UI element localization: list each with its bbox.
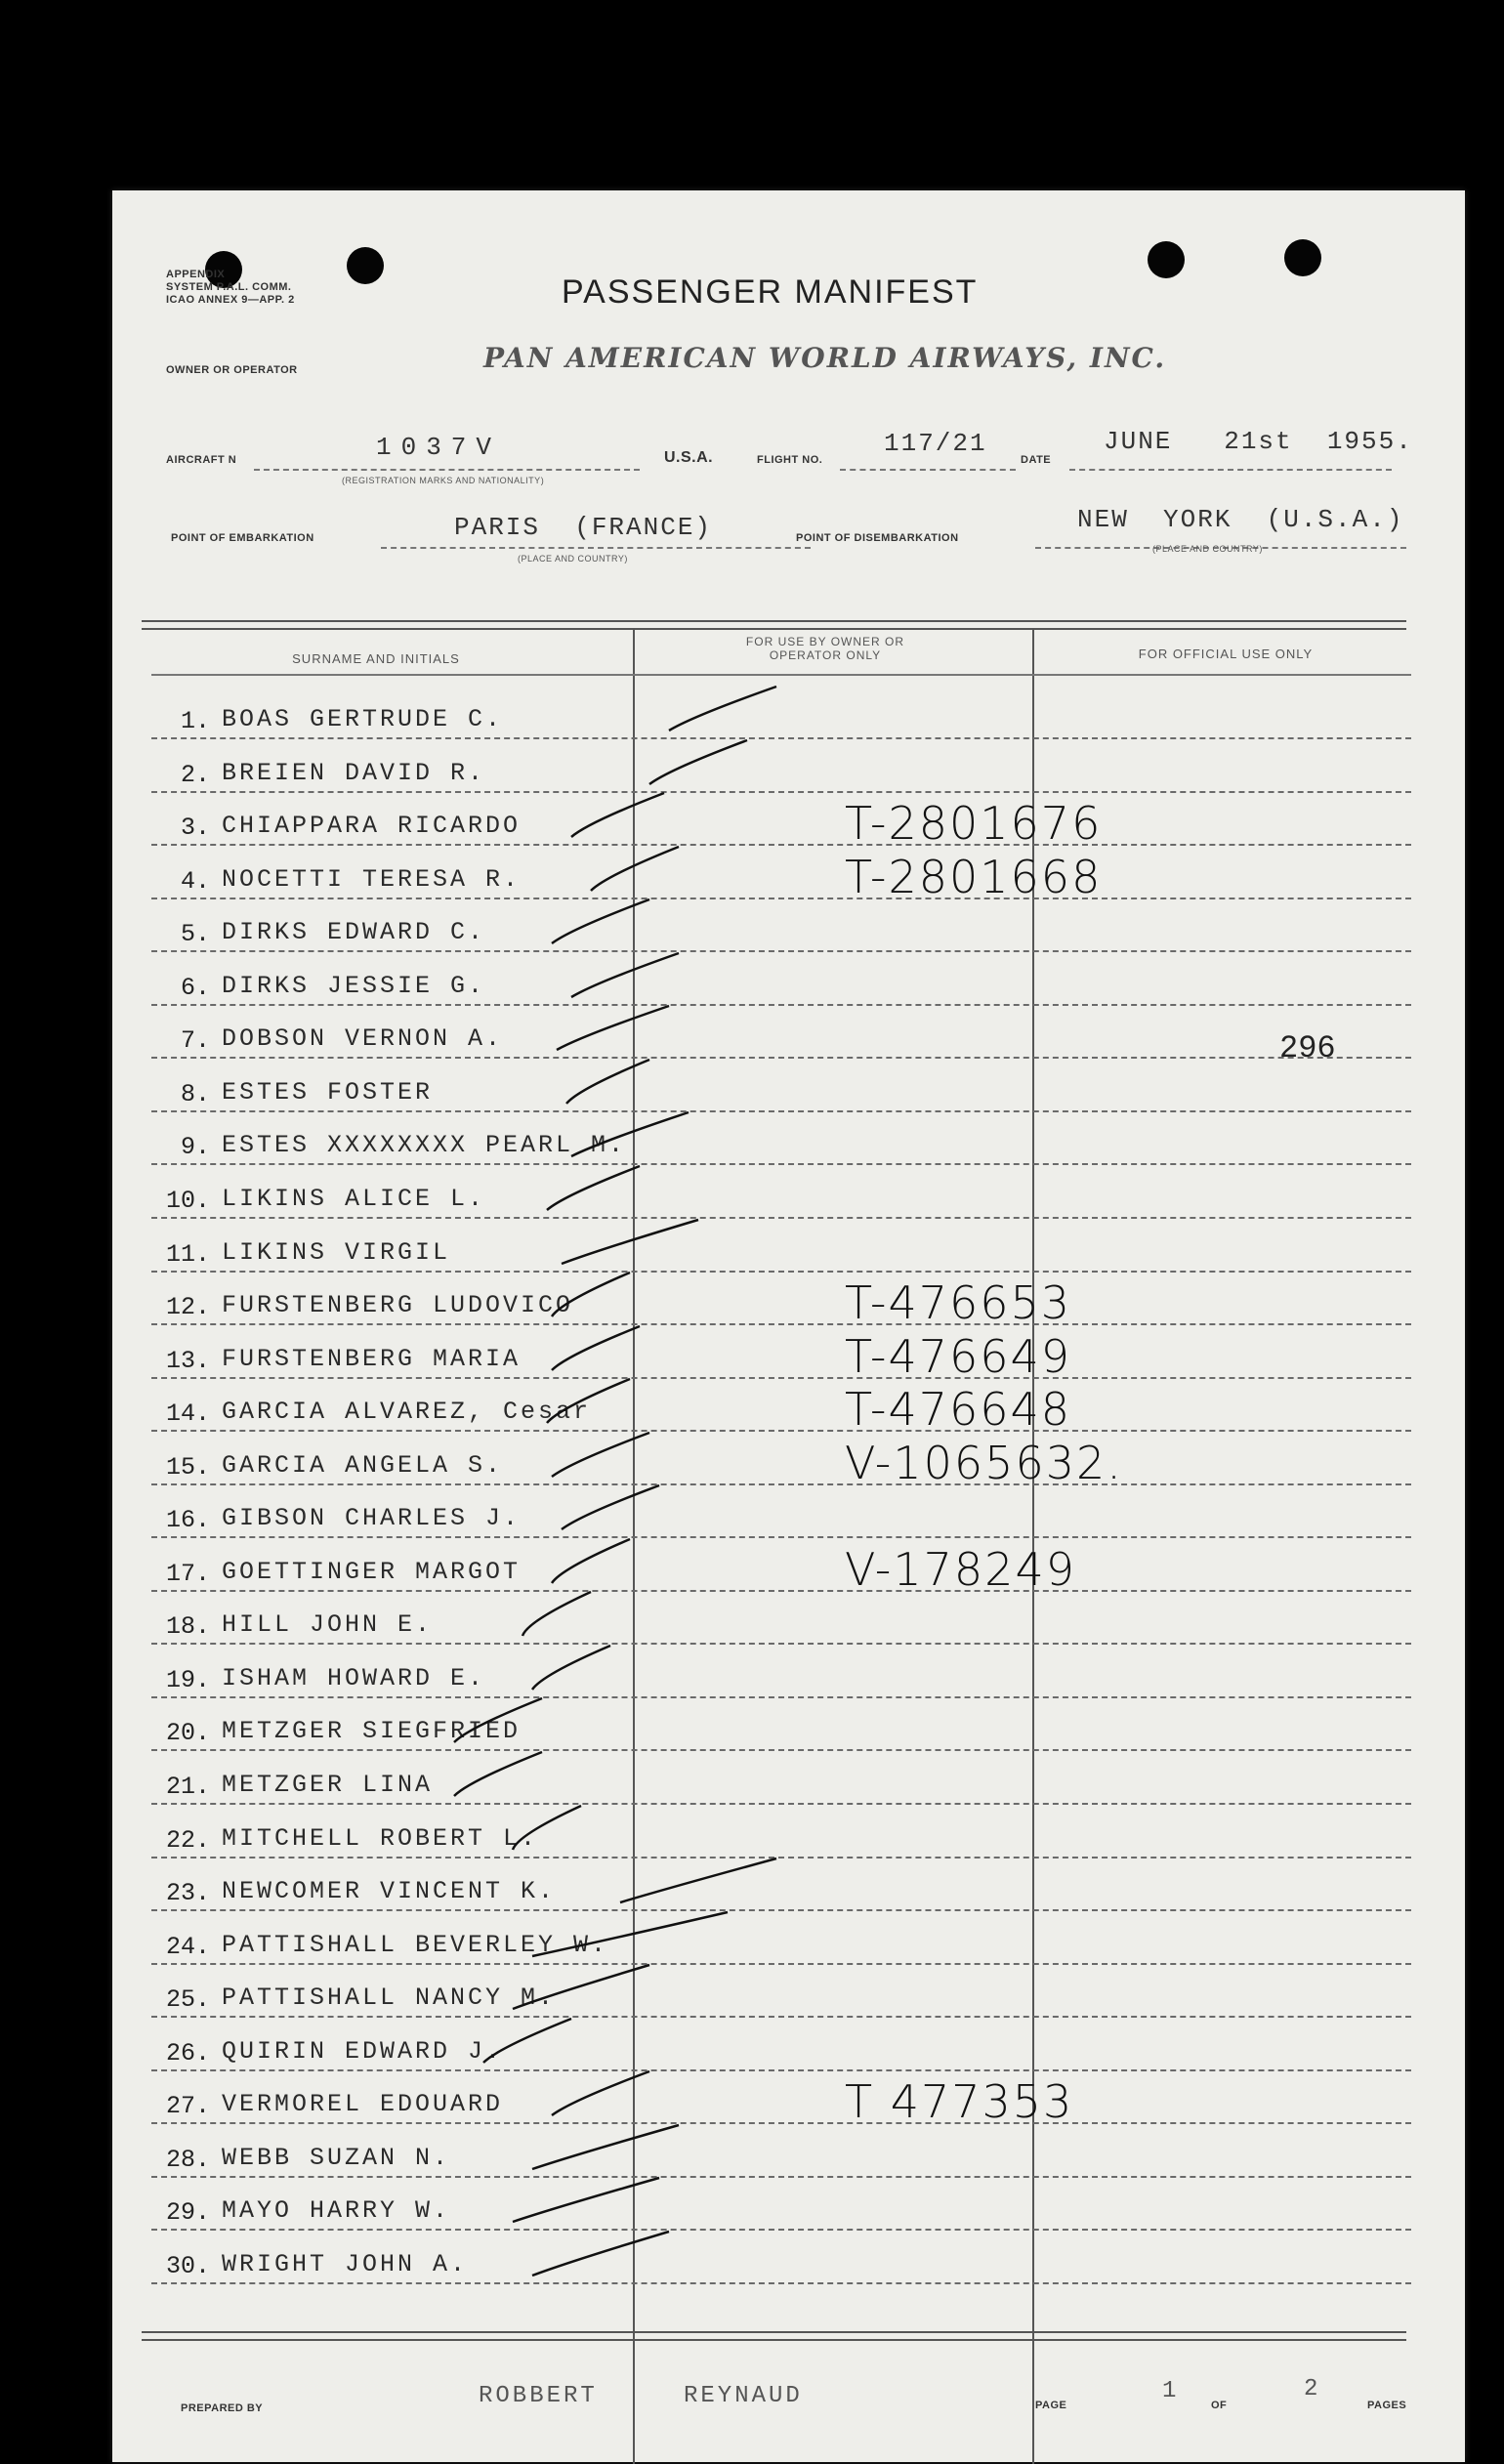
embark-underline bbox=[381, 547, 811, 549]
disembark-sub: (PLACE AND COUNTRY) bbox=[1152, 544, 1263, 554]
check-mark bbox=[552, 1955, 845, 2014]
check-mark bbox=[552, 677, 845, 735]
punch-hole bbox=[1148, 241, 1185, 278]
passenger-number: 10. bbox=[165, 1186, 210, 1215]
aircraft-sub: (REGISTRATION MARKS AND NATIONALITY) bbox=[342, 476, 545, 485]
aircraft-number: 1037V bbox=[376, 433, 502, 462]
column-header-official: FOR OFFICIAL USE ONLY bbox=[1138, 647, 1314, 661]
disembark-label: POINT OF DISEMBARKATION bbox=[796, 532, 959, 544]
passenger-name: WEBB SUZAN N. bbox=[222, 2143, 451, 2172]
flight-date: JUNE 21st 1955. bbox=[1104, 427, 1413, 456]
passenger-number: 16. bbox=[165, 1506, 210, 1535]
passenger-name: BREIEN DAVID R. bbox=[222, 758, 486, 787]
check-mark bbox=[552, 890, 845, 948]
prepared-by-2: REYNAUD bbox=[684, 2383, 803, 2409]
passenger-number: 6. bbox=[180, 973, 210, 1002]
passenger-name: MAYO HARRY W. bbox=[222, 2196, 451, 2226]
ticket-number: T-2801668 bbox=[845, 850, 1103, 903]
passenger-name: METZGER LINA bbox=[222, 1771, 434, 1799]
check-mark bbox=[552, 1636, 845, 1694]
total-pages: 2 bbox=[1304, 2376, 1321, 2402]
nationality: U.S.A. bbox=[664, 449, 714, 466]
passenger-name: CHIAPPARA RICARDO bbox=[222, 812, 522, 841]
passenger-name: DIRKS JESSIE G. bbox=[222, 971, 486, 1000]
check-mark bbox=[552, 1263, 845, 1321]
check-mark bbox=[552, 1529, 845, 1588]
check-mark bbox=[552, 1210, 845, 1269]
passenger-name: GOETTINGER MARGOT bbox=[222, 1557, 522, 1586]
check-mark bbox=[552, 1582, 845, 1641]
check-mark bbox=[552, 1316, 845, 1375]
passenger-name: MITCHELL ROBERT L. bbox=[222, 1823, 539, 1853]
check-mark bbox=[552, 1050, 845, 1108]
column-header-surname: SURNAME AND INITIALS bbox=[292, 651, 460, 666]
passenger-number: 26. bbox=[165, 2038, 210, 2067]
table-top-border bbox=[142, 620, 1406, 630]
passenger-number: 4. bbox=[180, 866, 210, 896]
check-mark bbox=[552, 1476, 845, 1534]
aircraft-underline bbox=[254, 469, 640, 471]
passenger-number: 25. bbox=[165, 1985, 210, 2015]
check-mark bbox=[552, 731, 845, 789]
check-mark bbox=[552, 2222, 845, 2280]
passenger-number: 21. bbox=[165, 1773, 210, 1801]
check-mark bbox=[552, 783, 845, 842]
check-mark bbox=[552, 2062, 845, 2120]
passenger-name: BOAS GERTRUDE C. bbox=[222, 705, 504, 733]
passenger-name: PATTISHALL BEVERLEY W. bbox=[222, 1930, 609, 1959]
passenger-number: 14. bbox=[165, 1399, 210, 1429]
passenger-number: 2. bbox=[180, 760, 210, 789]
embark-label: POINT OF EMBARKATION bbox=[171, 532, 314, 544]
passenger-number: 24. bbox=[165, 1932, 210, 1961]
passenger-number: 30. bbox=[165, 2251, 210, 2280]
check-mark bbox=[552, 1423, 845, 1482]
table-bottom-border bbox=[142, 2331, 1406, 2341]
passenger-name: GARCIA ANGELA S. bbox=[222, 1450, 504, 1480]
check-mark bbox=[552, 1902, 845, 1961]
aircraft-label: AIRCRAFT N bbox=[166, 454, 237, 466]
punch-hole bbox=[347, 247, 384, 284]
header-rule bbox=[151, 674, 1411, 676]
passenger-number: 15. bbox=[165, 1452, 210, 1482]
passenger-name: FURSTENBERG LUDOVICO bbox=[222, 1291, 574, 1320]
prepared-by-1: ROBBERT bbox=[479, 2383, 598, 2409]
passenger-number: 19. bbox=[165, 1665, 210, 1694]
passenger-number: 18. bbox=[165, 1612, 210, 1642]
page-label: PAGE bbox=[1035, 2400, 1067, 2411]
ticket-number: T-476648 bbox=[845, 1383, 1072, 1437]
passenger-name: NOCETTI TERESA R. bbox=[222, 864, 522, 894]
check-mark bbox=[552, 1849, 845, 1907]
check-mark bbox=[552, 2168, 845, 2227]
pages-label: PAGES bbox=[1367, 2400, 1407, 2411]
flight-number: 117/21 bbox=[884, 429, 987, 458]
flight-label: FLIGHT NO. bbox=[757, 454, 823, 466]
passenger-number: 13. bbox=[165, 1346, 210, 1375]
passenger-name: ESTES XXXXXXXX PEARL M. bbox=[222, 1131, 627, 1160]
ticket-number: T-2801676 bbox=[845, 797, 1103, 851]
prepared-label: PREPARED BY bbox=[181, 2402, 264, 2414]
passenger-number: 17. bbox=[165, 1559, 210, 1588]
official-stamp-number: 296 bbox=[1279, 1030, 1336, 1066]
passenger-name: GARCIA ALVAREZ, Cesar bbox=[222, 1398, 592, 1427]
passenger-number: 8. bbox=[180, 1079, 210, 1108]
form-ref-2: SYSTEM P.A.L. COMM. bbox=[166, 281, 292, 293]
airline-name: PAN AMERICAN WORLD AIRWAYS, INC. bbox=[483, 342, 1167, 374]
check-mark bbox=[552, 996, 845, 1055]
passenger-number: 3. bbox=[180, 814, 210, 843]
check-mark bbox=[552, 2115, 845, 2174]
punch-hole bbox=[1284, 239, 1321, 276]
column-header-owner: FOR USE BY OWNER OR OPERATOR ONLY bbox=[745, 635, 905, 662]
passenger-number: 9. bbox=[180, 1133, 210, 1162]
of-label: OF bbox=[1211, 2400, 1228, 2411]
passenger-name: LIKINS VIRGIL bbox=[222, 1237, 451, 1267]
embark-sub: (PLACE AND COUNTRY) bbox=[518, 554, 628, 564]
page-title: PASSENGER MANIFEST bbox=[562, 273, 979, 311]
ticket-number: T-476649 bbox=[845, 1329, 1072, 1383]
passenger-number: 22. bbox=[165, 1825, 210, 1855]
check-mark bbox=[552, 943, 845, 1002]
passenger-number: 12. bbox=[165, 1293, 210, 1322]
check-mark bbox=[552, 2009, 845, 2067]
passenger-number: 20. bbox=[165, 1719, 210, 1748]
check-mark bbox=[552, 837, 845, 896]
disembark-place: NEW YORK (U.S.A.) bbox=[1077, 505, 1404, 534]
passenger-name: GIBSON CHARLES J. bbox=[222, 1504, 522, 1533]
check-mark bbox=[552, 1742, 845, 1801]
passenger-name: PATTISHALL NANCY M. bbox=[222, 1984, 557, 2013]
form-ref-3: ICAO ANNEX 9—APP. 2 bbox=[166, 294, 295, 306]
passenger-name: QUIRIN EDWARD J. bbox=[222, 2036, 504, 2066]
date-label: DATE bbox=[1021, 454, 1052, 466]
owner-label: OWNER OR OPERATOR bbox=[166, 364, 298, 376]
passenger-number: 23. bbox=[165, 1879, 210, 1908]
passenger-name: HILL JOHN E. bbox=[222, 1610, 434, 1640]
passenger-name: WRIGHT JOHN A. bbox=[222, 2249, 469, 2278]
passenger-number: 7. bbox=[180, 1026, 210, 1056]
passenger-row bbox=[151, 2232, 1411, 2284]
ticket-number: T-476653 bbox=[845, 1276, 1072, 1330]
passenger-name: NEWCOMER VINCENT K. bbox=[222, 1877, 557, 1906]
passenger-number: 11. bbox=[165, 1239, 210, 1269]
form-ref-1: APPENDIX bbox=[166, 269, 226, 280]
ticket-number: V-1065632. bbox=[845, 1436, 1123, 1489]
check-mark bbox=[552, 1103, 845, 1161]
manifest-sheet bbox=[112, 190, 1465, 2462]
flight-underline bbox=[840, 469, 1016, 471]
check-mark bbox=[552, 1369, 845, 1428]
passenger-number: 27. bbox=[165, 2092, 210, 2121]
passenger-number: 1. bbox=[180, 707, 210, 735]
ticket-number: V-178249 bbox=[845, 1542, 1076, 1596]
passenger-name: ISHAM HOWARD E. bbox=[222, 1663, 486, 1692]
passenger-number: 5. bbox=[180, 920, 210, 949]
check-mark bbox=[552, 1796, 845, 1855]
passenger-number: 29. bbox=[165, 2198, 210, 2228]
passenger-name: ESTES FOSTER bbox=[222, 1077, 434, 1107]
passenger-name: VERMOREL EDOUARD bbox=[222, 2090, 504, 2119]
passenger-name: DOBSON VERNON A. bbox=[222, 1024, 504, 1054]
passenger-name: DIRKS EDWARD C. bbox=[222, 918, 486, 947]
passenger-name: LIKINS ALICE L. bbox=[222, 1184, 486, 1213]
check-mark bbox=[552, 1156, 845, 1215]
row-rule bbox=[151, 2282, 1411, 2284]
passenger-name: METZGER SIEGFRIED bbox=[222, 1717, 522, 1746]
passenger-name: FURSTENBERG MARIA bbox=[222, 1344, 522, 1373]
page-number: 1 bbox=[1162, 2378, 1180, 2404]
date-underline bbox=[1069, 469, 1392, 471]
ticket-number: T 477353 bbox=[845, 2075, 1074, 2129]
check-mark bbox=[552, 1689, 845, 1747]
embark-place: PARIS (FRANCE) bbox=[454, 513, 713, 542]
passenger-number: 28. bbox=[165, 2145, 210, 2174]
